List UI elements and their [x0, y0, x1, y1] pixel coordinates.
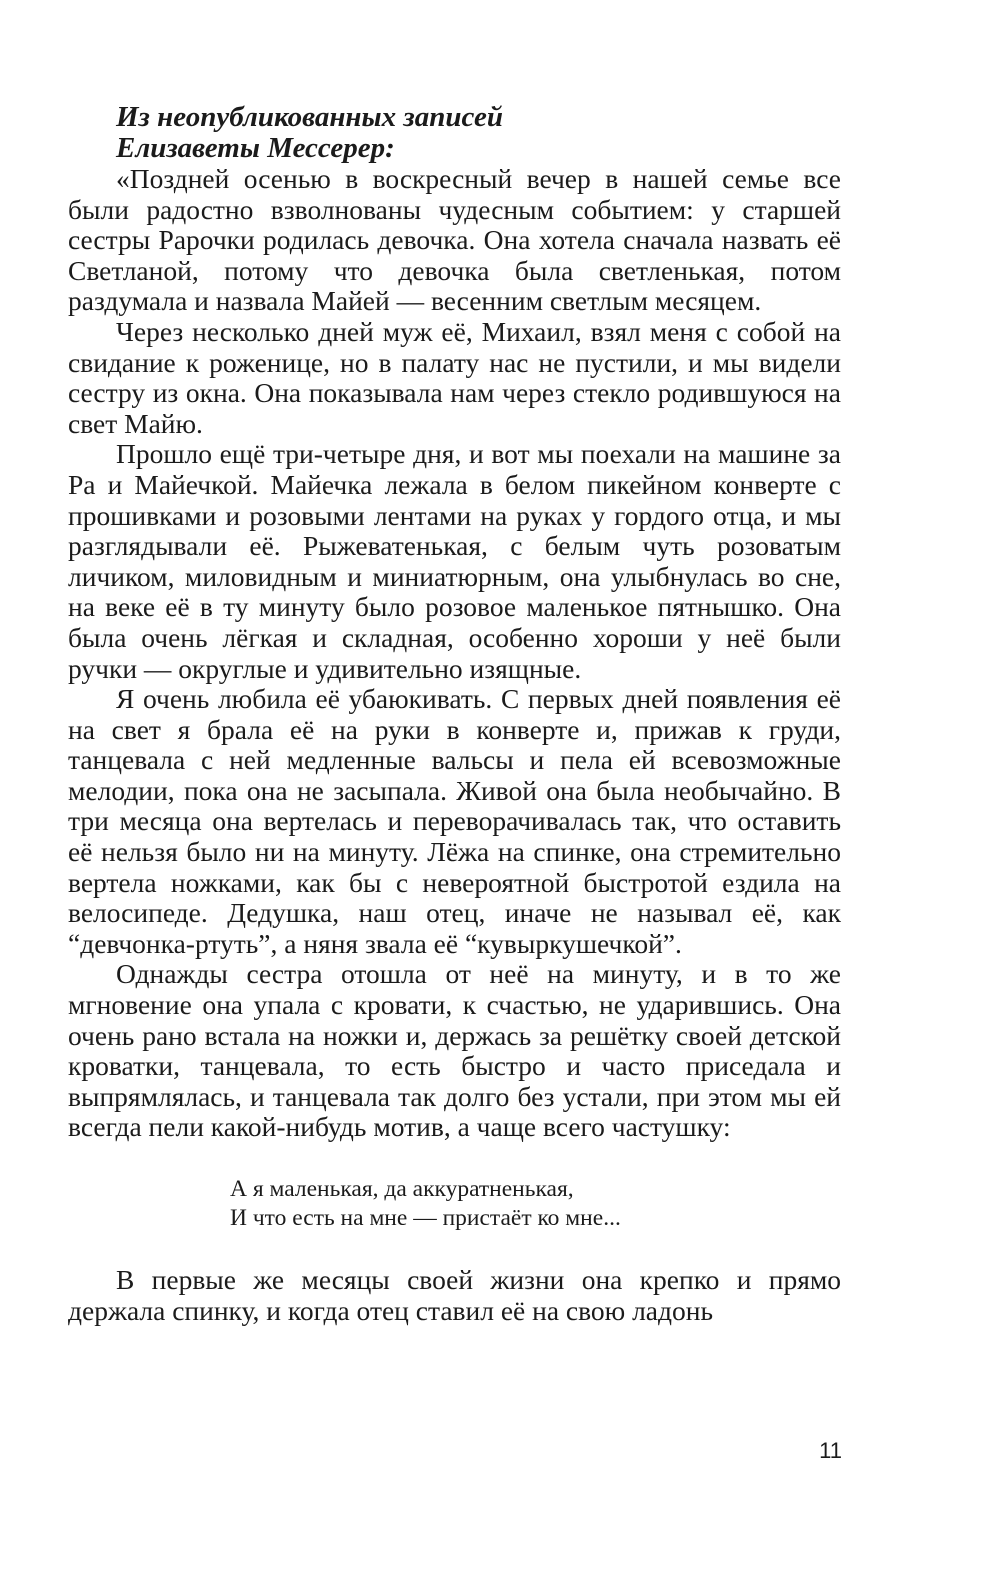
paragraph: Однажды сестра отошла от неё на минуту, и в то же мгновение она упала с кровати, к счастью, не ударившись. Она очень рано встала на ножки и, держась за решётку своей детской кроватки, танцевала, то есть быстро и часто приседала и выпрямлялась, и танцевала так долго без устали, при этом мы ей всегда пели какой-нибудь мотив, а чаще всего частушку: — [68, 958, 841, 1143]
verse-quote — [230, 1175, 841, 1233]
section-heading — [68, 102, 841, 164]
paragraph: Я очень любила её убаюкивать. С первых дней появления её на свет я брала её на руки в конверте и, прижав к груди, танцевала с ней медленные вальсы и пела ей всевозможные мелодии, пока она не засыпала. Живой она была необычайно. В три месяца она вертелась и переворачивалась так, что оставить её нельзя было ни на минуту. Лёжа на спинке, она стремительно вертела ножками, как бы с невероятной быстротой ездила на велосипеде. Дедушка, наш отец, иначе не называл её, как “девчонка-ртуть”, а няня звала её “кувыркушечкой”. — [68, 683, 841, 959]
verse-line: А я маленькая, да аккуратненькая, — [230, 1176, 574, 1202]
heading-line-1: Из неопубликованных записей — [116, 101, 503, 133]
verse-line: И что есть на мне — пристаёт ко мне... — [230, 1205, 621, 1231]
book-page — [68, 102, 841, 1326]
page-number: 11 — [819, 1438, 842, 1463]
paragraph: Прошло ещё три-четыре дня, и вот мы поехали на машине за Ра и Майечкой. Майечка лежала в белом пикейном конверте с прошивками и розовыми лентами на руках у гордого отца, и мы разглядывали её. Рыжеватенькая, с белым чуть розоватым личиком, миловидным и миниатюрным, она улыбнулась во сне, на веке её в ту минуту было розовое маленькое пятнышко. Она была очень лёгкая и складная, особенно хороши у неё были ручки — округлые и удивительно изящные. — [68, 438, 841, 684]
body-text — [68, 164, 841, 1326]
paragraph: «Поздней осенью в воскресный вечер в нашей семье все были радостно взволнованы чудесным событием: у старшей сестры Рарочки родилась девочка. Она хотела сначала назвать её Светланой, потому что девочка была светленькая, потом раздумала и назвала Майей — весенним светлым месяцем. — [68, 163, 841, 317]
paragraph: Через несколько дней муж её, Михаил, взял меня с собой на свидание к роженице, но в палату нас не пустили, и мы видели сестру из окна. Она показывала нам через стекло родившуюся на свет Майю. — [68, 315, 841, 439]
closing-paragraph: В первые же месяцы своей жизни она крепко и прямо держала спинку, и когда отец ставил её на свою ладонь — [68, 1264, 841, 1326]
heading-line-2: Елизаветы Мессерер: — [116, 132, 395, 164]
